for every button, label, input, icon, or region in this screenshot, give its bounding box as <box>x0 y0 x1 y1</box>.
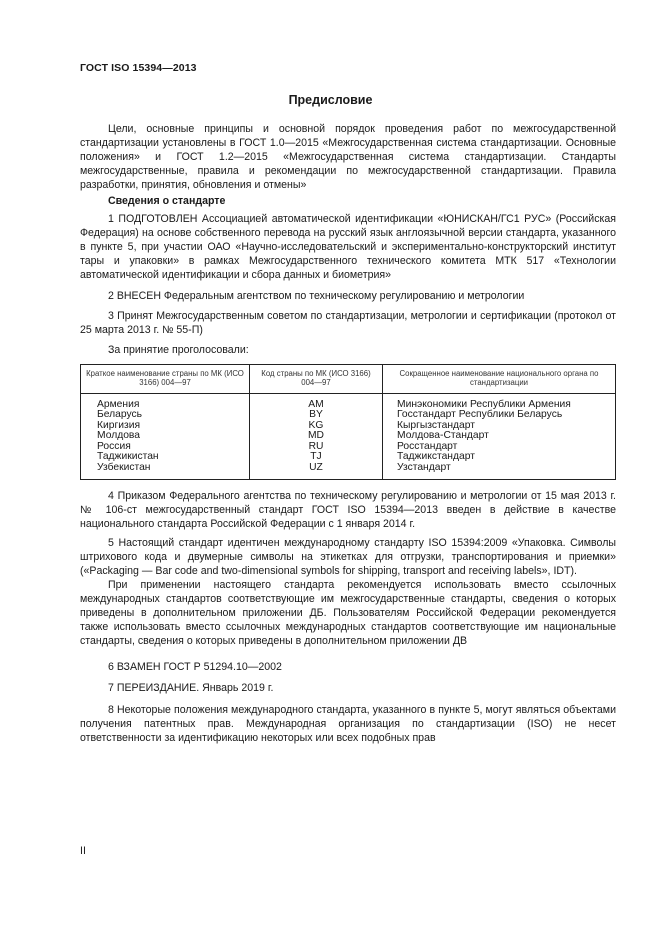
table-row <box>81 431 616 442</box>
table-row <box>81 421 616 432</box>
code-cell: TJ <box>250 452 383 463</box>
item-5-paragraph: 5 Настоящий стандарт идентичен международному стандарту ISO 15394:2009 «Упаковка. Символы штрихового кода и двумерные символы на этикетках для отгрузки, транспортирования и приемки» («Packaging — Bar code and two-dimensional symbols for shipping, transport and receiving labels», IDT). <box>80 537 616 578</box>
code-cell: AM <box>250 393 383 410</box>
item-6-paragraph: 6 ВЗАМЕН ГОСТ Р 51294.10—2002 <box>108 661 282 673</box>
header-standards-body: Сокращенное наименование национального органа по стандартизации <box>383 365 616 394</box>
country-cell: Армения <box>81 393 250 410</box>
country-cell: Россия <box>81 442 250 453</box>
header-code: Код страны по МК (ИСО 3166) 004—97 <box>250 365 383 394</box>
voted-label: За принятие проголосовали: <box>108 344 249 356</box>
table-row <box>81 442 616 453</box>
standards-body-cell: Узстандарт <box>383 463 616 480</box>
standards-body-cell: Росстандарт <box>383 442 616 453</box>
code-cell: BY <box>250 410 383 421</box>
voting-table-header-row <box>81 365 616 394</box>
table-row <box>81 452 616 463</box>
header-country: Краткое наименование страны по МК (ИСО 3166) 004—97 <box>81 365 250 394</box>
code-cell: RU <box>250 442 383 453</box>
standards-body-cell: Молдова-Стандарт <box>383 431 616 442</box>
country-cell: Киргизия <box>81 421 250 432</box>
standards-body-cell: Госстандарт Республики Беларусь <box>383 410 616 421</box>
item-1-paragraph: 1 ПОДГОТОВЛЕН Ассоциацией автоматической идентификации «ЮНИСКАН/ГС1 РУС» (Российская Федерация) на основе собственного перевода на русский язык англоязычной версии стандарта, указанного в пункте 5, при участии ОАО «Научно-исследовательский и экспериментально-конструкторский институт тары и упаковки» в рамках Межгосударственного технического комитета МТК 517 «Технологии автоматической идентификации и сбора данных и биометрия» <box>80 213 616 282</box>
table-row <box>81 410 616 421</box>
country-cell: Беларусь <box>81 410 250 421</box>
item-3-paragraph: 3 Принят Межгосударственным советом по стандартизации, метрологии и сертификации (протокол от 25 марта 2013 г. № 55-П) <box>80 310 616 337</box>
page-number: II <box>80 845 86 857</box>
country-cell: Молдова <box>81 431 250 442</box>
table-row <box>81 393 616 410</box>
standards-body-cell: Таджикстандарт <box>383 452 616 463</box>
item-8-paragraph: 8 Некоторые положения международного стандарта, указанного в пункте 5, могут являться объектами получения патентных прав. Международная организация по стандартизации (ISO) не несет ответственности за идентификацию некоторых или всех подобных прав <box>80 704 616 745</box>
code-cell: UZ <box>250 463 383 480</box>
intro-paragraph: Цели, основные принципы и основной порядок проведения работ по межгосударственной стандартизации установлены в ГОСТ 1.0—2015 «Межгосударственная система стандартизации. Основные положения» и ГОСТ 1.2—2015 «Межгосударственная система стандартизации. Стандарты межгосударственные, правила и рекомендации по межгосударственной стандартизации. Правила разработки, принятия, обновления и отмены» <box>80 123 616 192</box>
voting-table <box>80 364 616 480</box>
country-cell: Таджикистан <box>81 452 250 463</box>
standards-body-cell: Минэкономики Республики Армения <box>383 393 616 410</box>
item-5-note-paragraph: При применении настоящего стандарта рекомендуется использовать вместо ссылочных международных стандартов соответствующие им межгосударственные стандарты, сведения о которых приведены в дополнительном приложении ДБ. Пользователям Российской Федерации рекомендуется также использовать вместо ссылочных международных стандартов соответствующие им национальные стандарты, сведения о которых приведены в дополнительном приложении ДВ <box>80 579 616 648</box>
page-title: Предисловие <box>288 93 373 107</box>
document-header-code: ГОСТ ISO 15394—2013 <box>80 62 197 74</box>
section-title: Сведения о стандарте <box>108 195 226 207</box>
item-4-paragraph: 4 Приказом Федерального агентства по техническому регулированию и метрологии от 15 мая 2013 г. № 106-ст межгосударственный стандарт ГОСТ ISO 15394—2013 введен в действие в качестве национального стандарта Российской Федерации с 1 января 2014 г. <box>80 490 616 531</box>
standards-body-cell: Кыргызстандарт <box>383 421 616 432</box>
code-cell: KG <box>250 421 383 432</box>
item-7-paragraph: 7 ПЕРЕИЗДАНИЕ. Январь 2019 г. <box>108 682 274 694</box>
country-cell: Узбекистан <box>81 463 250 480</box>
table-row <box>81 463 616 480</box>
item-2-paragraph: 2 ВНЕСЕН Федеральным агентством по техническому регулированию и метрологии <box>108 290 525 302</box>
code-cell: MD <box>250 431 383 442</box>
